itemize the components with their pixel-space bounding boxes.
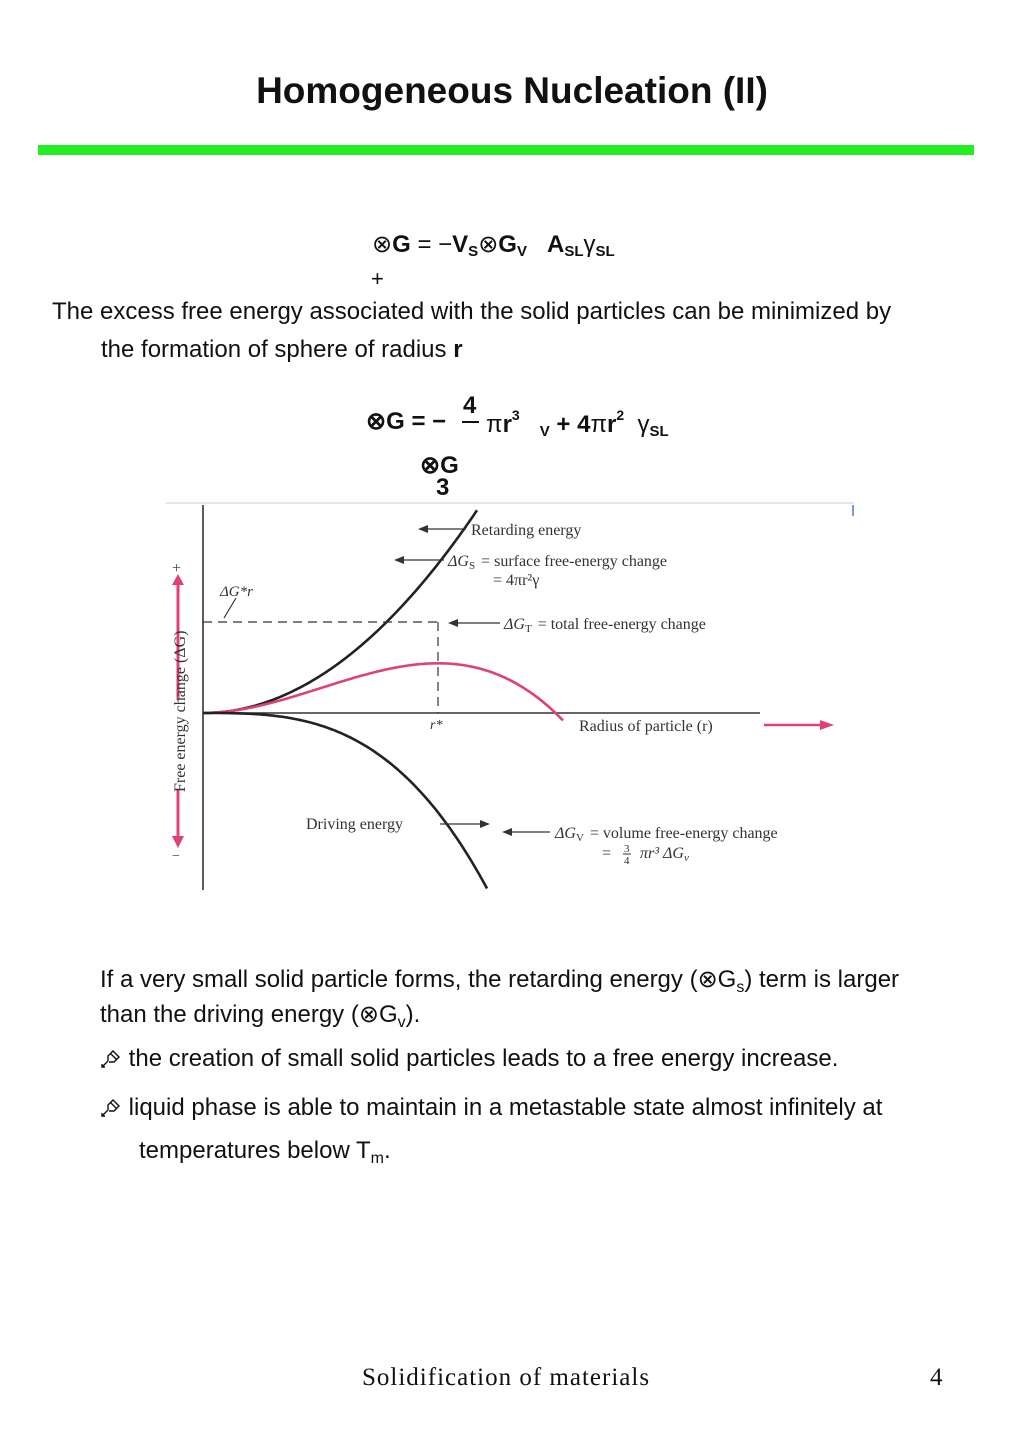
bullet-1: the creation of small solid particles leads to a free energy increase. <box>100 1045 838 1073</box>
driving-pointer-head <box>480 820 490 828</box>
page-title: Homogeneous Nucleation (II) <box>256 70 768 111</box>
y-minus-label: − <box>172 849 180 864</box>
paragraph-1-line-2: the formation of sphere of radius r <box>101 336 463 363</box>
critical-energy-pointer <box>224 598 236 618</box>
equation-2-numerator: 4 <box>463 392 477 419</box>
bullet-2: liquid phase is able to maintain in a metastable state almost infinitely at <box>100 1094 882 1122</box>
surface-pointer-head <box>394 556 404 564</box>
retarding-label: Retarding energy <box>471 522 582 539</box>
equation-2-lhs: ⊗G = − <box>366 408 447 435</box>
critical-energy-label: ΔG*r <box>220 584 253 600</box>
pointing-hand-icon <box>100 1096 122 1118</box>
equation-1-plus: + <box>371 266 384 291</box>
bullet-2-continuation: temperatures below $T_m$. <box>139 1137 391 1167</box>
equation-2-delta-g: ⊗G <box>420 452 459 479</box>
free-energy-chart <box>160 500 860 895</box>
paragraph-1-line-1: The excess free energy associated with the solid particles can be minimized by <box>52 298 892 325</box>
volume-formula: πr³ ΔGv <box>640 845 689 864</box>
delta-symbol: ⊗ <box>372 231 393 258</box>
footer-text: Solidification of materials <box>362 1364 651 1391</box>
volume-formula-num: 3 <box>624 843 630 855</box>
y-axis-label: Free energy change (ΔG) <box>172 630 189 792</box>
total-energy-curve <box>203 663 563 720</box>
critical-radius-label: r* <box>430 718 443 733</box>
fraction-bar <box>462 421 479 423</box>
volume-formula-den: 4 <box>624 855 630 867</box>
paragraph-2-line-1: If a very small solid particle forms, the retarding energy $(\otimes G_s)$ term is larger <box>100 966 900 996</box>
y-arrow-down-head <box>172 836 184 848</box>
volume-formula-eq: = <box>602 845 612 862</box>
x-arrow-head <box>820 720 834 730</box>
title-divider <box>38 145 974 155</box>
equation-2-rhs: $\pi r^3$ $_V + 4\pi r^2$ $\gamma_{SL}$ <box>486 407 669 440</box>
volume-pointer-head <box>502 828 512 836</box>
driving-label: Driving energy <box>306 816 404 833</box>
total-energy-label: ΔGT = total free-energy change <box>504 616 706 635</box>
x-axis-label: Radius of particle (r) <box>579 718 713 735</box>
equation-2-denominator: 3 <box>436 474 450 501</box>
y-plus-label: + <box>172 560 182 577</box>
equation-1: ⊗G = $-V_S\otimes G_V$ $A_{SL}\gamma_{SL}$ <box>372 231 615 260</box>
volume-energy-curve <box>203 713 487 889</box>
surface-energy-label: ΔGS = surface free-energy change <box>448 553 668 572</box>
retarding-pointer-head <box>418 525 428 533</box>
paragraph-2-line-2: than the driving energy $(\otimes G_v)$. <box>100 1001 421 1031</box>
surface-energy-formula: = 4πr²γ <box>493 572 540 589</box>
volume-energy-label: ΔGV = volume free-energy change <box>555 825 778 844</box>
page-number: 4 <box>930 1364 943 1391</box>
pointing-hand-icon <box>100 1047 122 1069</box>
total-pointer-head <box>448 619 458 627</box>
